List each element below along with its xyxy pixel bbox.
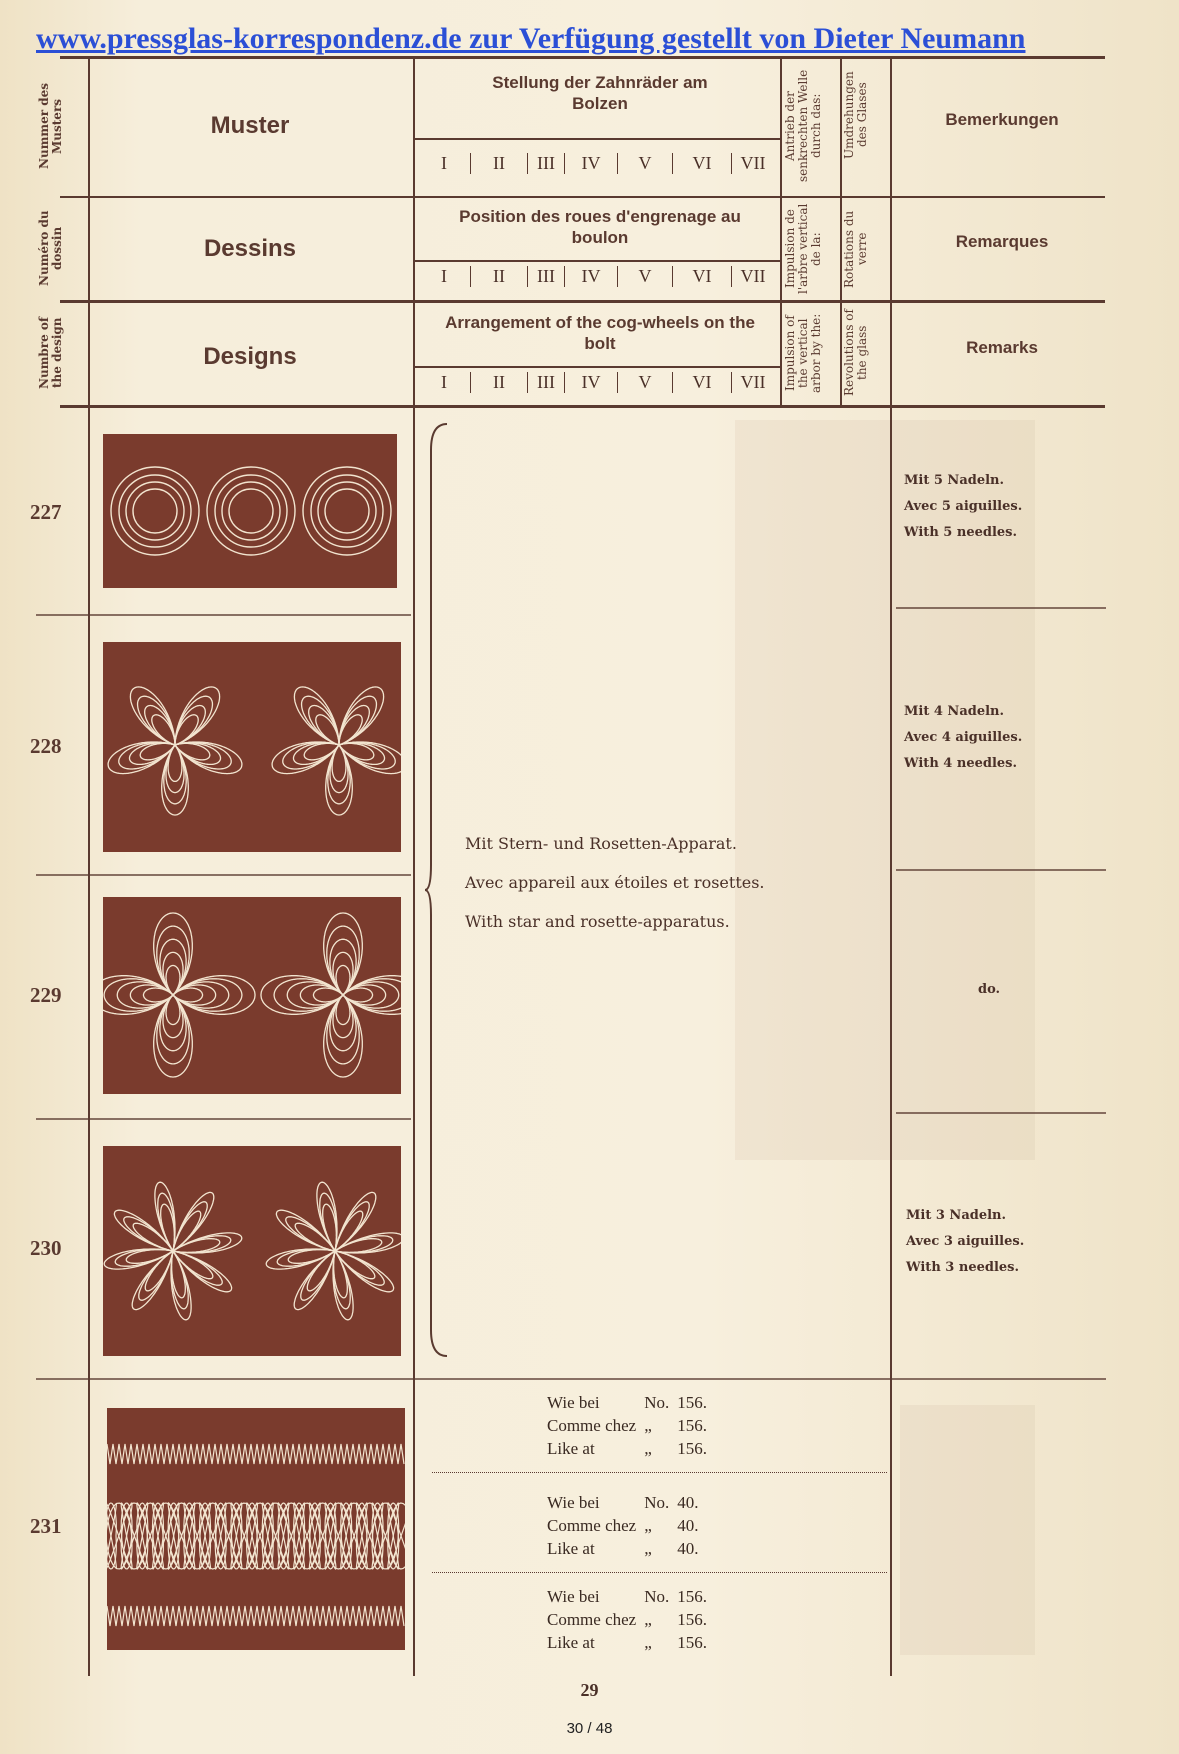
col-rule <box>780 56 782 406</box>
rosette-line <box>314 966 373 1025</box>
rosette-line <box>272 687 401 815</box>
concentric-circles-pattern <box>103 434 397 588</box>
gears-header-fr: Position des roues d'engrenage au boulon <box>459 207 741 247</box>
gear-subrule <box>413 138 781 140</box>
five-petal-rosette-pattern <box>103 642 401 852</box>
pdf-page-indicator: 30 / 48 <box>566 1720 613 1737</box>
design-number: 228 <box>30 734 62 758</box>
design-number: 227 <box>30 500 62 524</box>
remark-230: Mit 3 Nadeln. Avec 3 aiguilles. With 3 needles. <box>906 1208 1025 1275</box>
turns-header-de: Umdrehungen des Glases <box>842 71 869 159</box>
col-rule <box>413 56 415 1676</box>
gear-columns-en: I II III IV V VI VII <box>418 372 780 393</box>
rosette-line <box>261 913 401 1077</box>
remark-228: Mit 4 Nadeln. Avec 4 aiguilles. With 4 needles. <box>904 704 1023 771</box>
design-number: 230 <box>30 1236 62 1260</box>
apparatus-text: Mit Stern- und Rosetten-Apparat. Avec appareil aux étoiles et rosettes. With star and rosette-apparatus. <box>465 834 765 931</box>
dotted-separator <box>432 1472 887 1473</box>
pattern-line <box>107 1444 404 1464</box>
bleed-through <box>900 1405 1035 1655</box>
brace-bracket <box>425 420 449 1360</box>
col-rule <box>88 56 90 1676</box>
source-link[interactable]: www.pressglas-korrespondenz.de zur Verfügung gestellt von Dieter Neumann <box>36 22 1026 55</box>
design-plate-231 <box>107 1408 405 1650</box>
header-rule-3 <box>60 405 1105 408</box>
design-header-de: Muster <box>210 112 290 139</box>
rosette-line <box>103 913 255 1077</box>
turns-header-en: Revolutions of the glass <box>842 309 869 397</box>
top-rule <box>60 56 1105 59</box>
remarks-header-de: Bemerkungen <box>945 110 1059 129</box>
number-header-de: Nummer des Musters <box>37 83 64 170</box>
drive-header-de: Antrieb der senkrechten Welle durch das: <box>783 69 823 183</box>
design-number: 229 <box>30 983 62 1007</box>
design-plate-228 <box>103 642 401 852</box>
rosette-line <box>274 926 401 1064</box>
rosette-line <box>108 687 242 815</box>
header-rule-2 <box>60 300 1105 303</box>
row-separator <box>36 1118 411 1120</box>
pattern-line <box>107 1606 404 1626</box>
gears-header-de: Stellung der Zahnräder am Bolzen <box>492 73 708 113</box>
design-header-en: Designs <box>203 343 297 370</box>
rosette-line <box>140 715 210 782</box>
header-rule-1 <box>60 196 1105 198</box>
remark-229: do. <box>978 982 1001 997</box>
rosette-line <box>304 715 374 782</box>
row-separator <box>36 874 411 876</box>
gear-columns-fr: I II III IV V VI VII <box>418 266 780 287</box>
wave-and-loop-band-pattern <box>107 1408 405 1650</box>
drive-header-en: Impulsion of the vertical arbor by the: <box>783 313 823 393</box>
remarks-header-fr: Remarques <box>955 232 1049 251</box>
like-at-group: Wie bei No. 156. Comme chez „ 156. Like at „ 156. <box>547 1587 707 1652</box>
dotted-separator <box>432 1572 887 1573</box>
rosette-line <box>144 966 203 1025</box>
like-at-group: Wie bei No. 156. Comme chez „ 156. Like at „ 156. <box>547 1393 707 1458</box>
design-header-fr: Dessins <box>203 235 297 262</box>
design-plate-227 <box>103 434 397 588</box>
eight-petal-rosette-pattern <box>103 1146 401 1356</box>
row-separator <box>896 869 1106 871</box>
page-number: 29 <box>580 1680 599 1700</box>
row-separator <box>896 607 1106 609</box>
row-separator <box>36 1378 1106 1380</box>
gear-subrule <box>413 260 781 262</box>
remarks-header-en: Remarks <box>966 338 1038 357</box>
gear-columns-de: I II III IV V VI VII <box>418 153 780 174</box>
gear-subrule <box>413 366 781 368</box>
design-plate-230 <box>103 1146 401 1356</box>
number-header-fr: Numéro du dossin <box>37 210 64 286</box>
four-petal-rosette-pattern <box>103 897 401 1094</box>
design-plate-229 <box>103 897 401 1094</box>
design-number: 231 <box>30 1514 62 1538</box>
gears-header-en: Arrangement of the cog-wheels on the bolt <box>445 313 755 353</box>
drive-header-fr: Impulsion de l'arbre vertical de la: <box>783 203 823 295</box>
row-separator <box>36 614 411 616</box>
row-separator <box>896 1112 1106 1114</box>
number-header-en: Numbre of the design <box>37 316 64 390</box>
remark-227: Mit 5 Nadeln. Avec 5 aiguilles. With 5 needles. <box>904 473 1023 540</box>
turns-header-fr: Rotations du verre <box>842 210 869 288</box>
col-rule <box>890 56 892 1676</box>
like-at-group: Wie bei No. 40. Comme chez „ 40. Like at „ 40. <box>547 1493 699 1558</box>
